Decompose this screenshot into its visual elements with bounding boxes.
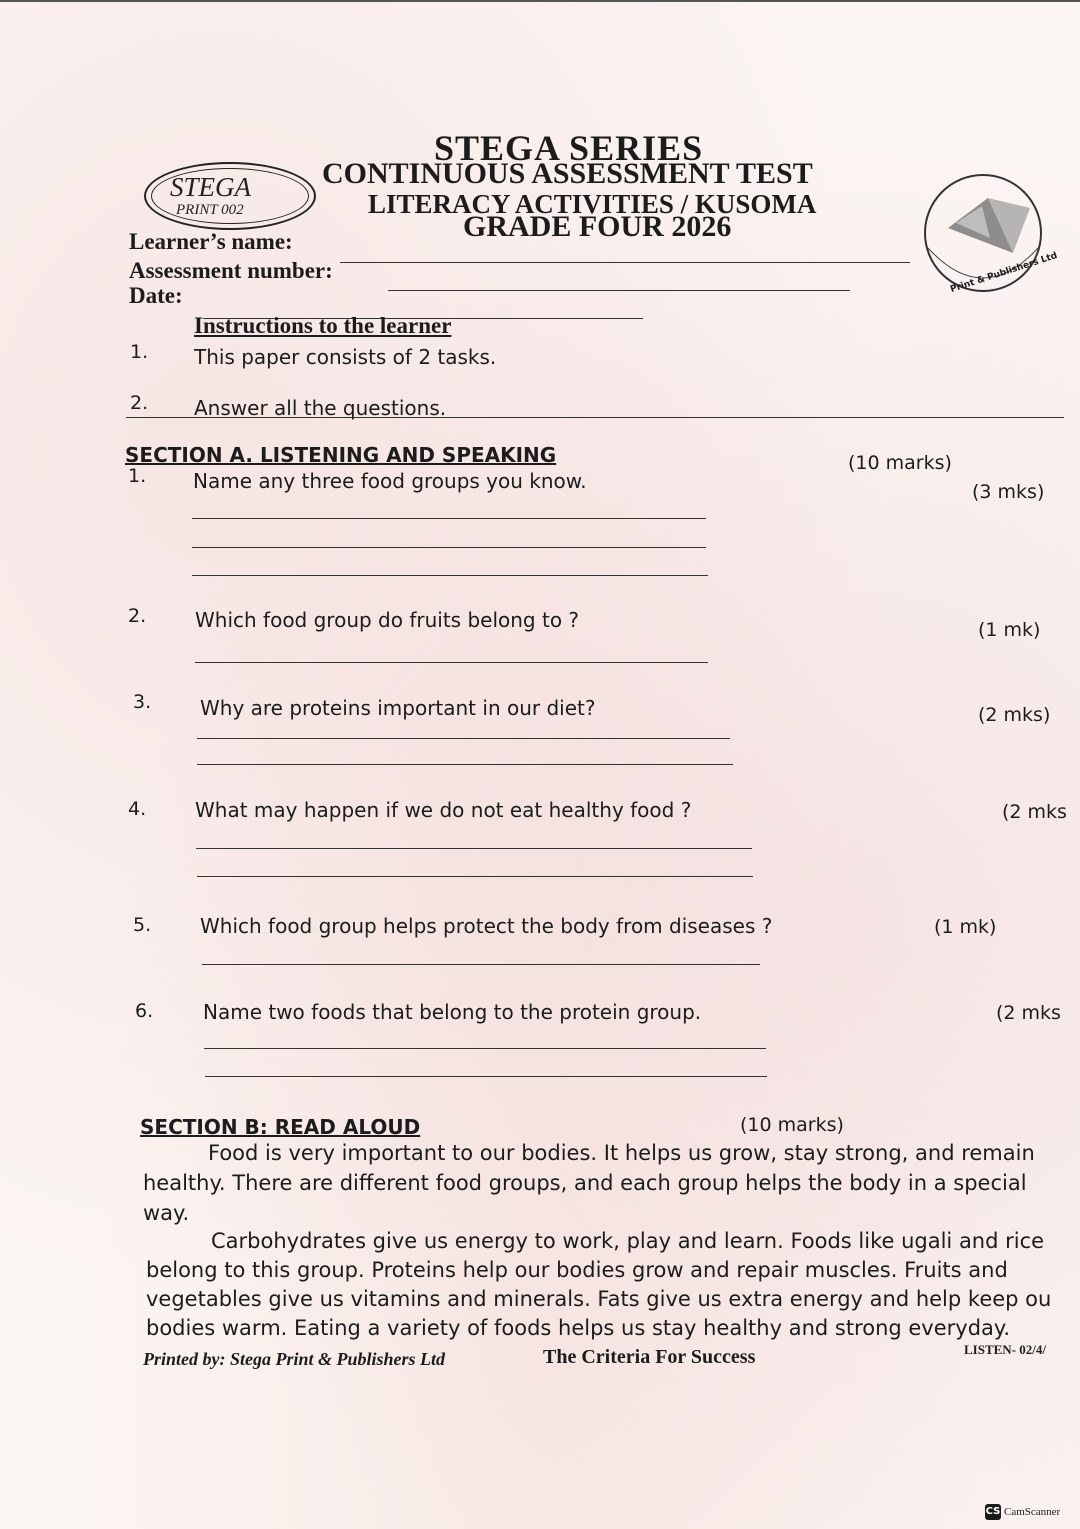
answer-line[interactable] (205, 1076, 767, 1077)
motto: The Criteria For Success (543, 1346, 756, 1368)
question-number: 3. (133, 691, 152, 713)
answer-line[interactable] (197, 738, 730, 739)
passage-line: belong to this group. Proteins help our bodies grow and repair muscles. Fruits and (146, 1258, 1008, 1282)
answer-line[interactable] (196, 848, 752, 849)
question-text: What may happen if we do not eat healthy food ? (195, 798, 692, 822)
instruction-text: This paper consists of 2 tasks. (194, 345, 497, 369)
answer-line[interactable] (202, 964, 760, 965)
subject-title: LITERACY ACTIVITIES / KUSOMA (368, 189, 817, 219)
answer-line[interactable] (192, 547, 706, 548)
grade-title: GRADE FOUR 2026 (463, 210, 732, 243)
question-text: Which food group do fruits belong to ? (195, 608, 580, 632)
assessment-number-label: Assessment number: (129, 258, 333, 283)
passage-line: vegetables give us vitamins and minerals. Fats give us extra energy and help keep ou (146, 1287, 1052, 1311)
passage-line: Carbohydrates give us energy to work, play and learn. Foods like ugali and rice (211, 1229, 1045, 1253)
camscanner-label: CamScanner (1004, 1506, 1061, 1518)
instructions-divider (126, 417, 1064, 418)
answer-line[interactable] (192, 575, 708, 576)
question-marks: (2 mks) (978, 704, 1051, 726)
scan-edge (0, 0, 1080, 2)
question-marks: (3 mks) (972, 481, 1045, 503)
learner-name-field[interactable] (340, 262, 910, 263)
question-marks: (2 mks (996, 1002, 1061, 1024)
camscanner-icon: CS (985, 1504, 1001, 1520)
question-marks: (1 mk) (934, 916, 997, 938)
section-a-title: SECTION A. LISTENING AND SPEAKING (125, 443, 557, 467)
answer-line[interactable] (197, 876, 753, 877)
question-text: Why are proteins important in our diet? (200, 696, 596, 720)
stega-logo (144, 162, 316, 230)
instruction-text: Answer all the questions. (194, 396, 447, 420)
passage-line: way. (143, 1201, 190, 1225)
question-number: 4. (128, 798, 147, 820)
section-a-marks: (10 marks) (848, 452, 952, 474)
question-marks: (1 mk) (978, 619, 1041, 641)
answer-line[interactable] (204, 1048, 766, 1049)
question-number: 6. (135, 1000, 154, 1022)
logo-word-print: PRINT 002 (176, 202, 244, 218)
passage-line: healthy. There are different food groups, and each group helps the body in a special (143, 1171, 1027, 1195)
logo-word-stega: STEGA (170, 172, 251, 202)
answer-line[interactable] (195, 662, 708, 663)
passage-line: bodies warm. Eating a variety of foods helps us stay healthy and strong everyday. (146, 1316, 1011, 1340)
paper-code: LISTEN- 02/4/ (964, 1342, 1046, 1357)
instruction-num: 2. (130, 392, 149, 414)
question-number: 1. (128, 465, 147, 487)
question-number: 5. (133, 914, 152, 936)
question-text: Name two foods that belong to the protein group. (203, 1000, 702, 1024)
publisher-logo (918, 168, 1059, 298)
date-label: Date: (129, 283, 183, 308)
test-title: CONTINUOUS ASSESSMENT TEST (322, 157, 813, 190)
question-marks: (2 mks (1002, 801, 1067, 823)
publisher-logo-text: Print & Publishers Ltd (949, 250, 1059, 296)
passage-line: Food is very important to our bodies. It helps us grow, stay strong, and remain (208, 1141, 1035, 1165)
question-number: 2. (128, 605, 147, 627)
assessment-number-field[interactable] (388, 290, 850, 291)
question-text: Which food group helps protect the body from diseases ? (200, 914, 773, 938)
instruction-num: 1. (130, 341, 149, 363)
question-text: Name any three food groups you know. (193, 469, 587, 493)
printed-by: Printed by: Stega Print & Publishers Ltd (143, 1349, 446, 1369)
learner-name-label: Learner’s name: (129, 229, 293, 254)
answer-line[interactable] (192, 518, 706, 519)
series-title: STEGA SERIES (434, 128, 704, 168)
instructions-heading: Instructions to the learner (194, 313, 452, 338)
section-b-marks: (10 marks) (740, 1114, 844, 1136)
answer-line[interactable] (197, 764, 733, 765)
section-b-title: SECTION B: READ ALOUD (140, 1115, 421, 1139)
